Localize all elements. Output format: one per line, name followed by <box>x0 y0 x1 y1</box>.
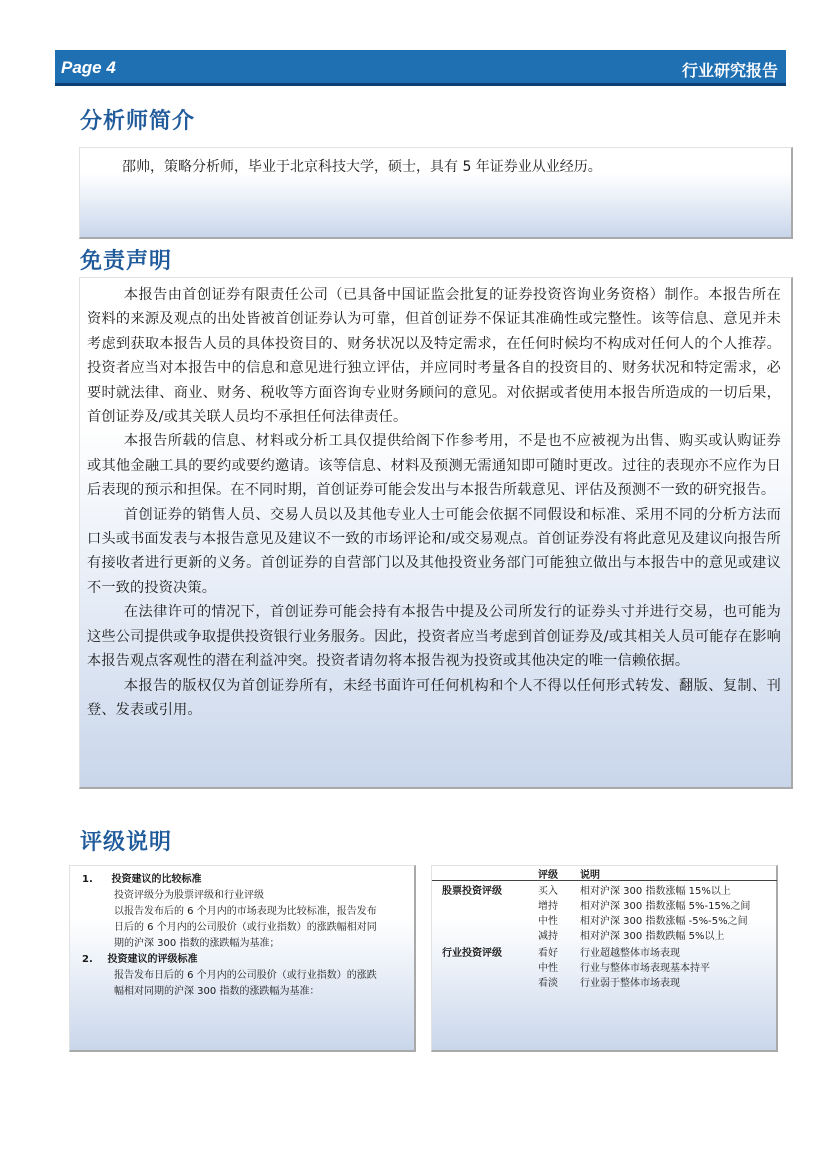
criteria-line: 报告发布日后的 6 个月内的公司股价（或行业指数）的涨跌 <box>114 970 377 981</box>
criteria-number: 2. <box>82 954 93 965</box>
rating-table-panel <box>431 865 778 1052</box>
table-cell-grade: 增持 <box>538 901 558 912</box>
criteria-title: 投资建议的评级标准 <box>107 954 198 965</box>
criteria-line: 幅相对同期的沪深 300 指数的涨跌幅为基准： <box>114 986 320 997</box>
criteria-title: 投资建议的比较标准 <box>111 874 202 885</box>
disclaimer-paragraph-2: 本报告所载的信息、材料或分析工具仅提供给阁下作参考用，不是也不应被视为出售、购买或认购证券或其他金融工具的要约或要约邀请。该等信息、材料及预测无需通知即可随时更改。过往的表现亦不应作为日后表现的预示和担保。在不同时期，首创证券可能会发出与本报告所载意见、评估及预测不一致的研究报告。 <box>87 433 781 499</box>
disclaimer-paragraph-1: 本报告由首创证券有限责任公司（已具备中国证监会批复的证券投资咨询业务资格）制作。本报告所在资料的来源及观点的出处皆被首创证券认为可靠，但首创证券不保证其准确性或完整性。该等信息、意见并未考虑到获取本报告人员的具体投资目的、财务状况以及特定需求，在任何时候均不构成对任何人的个人推荐。投资者应当对本报告中的信息和意见进行独立评估，并应同时考量各自的投资目的、财务状况和特定需求，必要时就法律、商业、财务、税收等方面咨询专业财务顾问的意见。对依据或者使用本报告所造成的一切后果，首创证券及/或其关联人员均不承担任何法律责任。 <box>87 287 781 426</box>
table-cell-grade: 中性 <box>538 916 558 927</box>
rating-section-title: 评级说明 <box>80 830 173 855</box>
disclaimer-body <box>87 283 781 722</box>
analyst-section-title: 分析师简介 <box>80 109 196 134</box>
table-header-desc: 说明 <box>580 870 600 881</box>
criteria-line: 日后的 6 个月内的公司股价（或行业指数）的涨跌幅相对同 <box>114 922 377 933</box>
table-header-rule <box>432 880 777 881</box>
table-cell-desc: 行业弱于整体市场表现 <box>580 978 680 989</box>
table-cell-grade: 看淡 <box>538 978 558 989</box>
table-cell-desc: 相对沪深 300 指数涨幅 15%以上 <box>580 886 731 897</box>
table-cell-grade: 中性 <box>538 963 558 974</box>
criteria-line: 投资评级分为股票评级和行业评级 <box>114 890 264 901</box>
page-number: Page 4 <box>61 58 116 77</box>
table-group-label: 行业投资评级 <box>442 948 502 959</box>
criteria-item-1 <box>82 872 402 952</box>
table-cell-desc: 相对沪深 300 指数涨幅 5%-15%之间 <box>580 901 751 912</box>
disclaimer-paragraph-4: 在法律许可的情况下，首创证券可能会持有本报告中提及公司所发行的证券头寸并进行交易，也可能为这些公司提供或争取提供投资银行业务服务。因此，投资者应当考虑到首创证券及/或其相关人员可能存在影响本报告观点客观性的潜在利益冲突。投资者请勿将本报告视为投资或其他决定的唯一信赖依据。 <box>87 604 781 670</box>
analyst-panel <box>79 147 793 239</box>
rating-criteria-list <box>82 872 402 1000</box>
table-cell-desc: 行业与整体市场表现基本持平 <box>580 963 710 974</box>
page-header <box>55 50 786 86</box>
disclaimer-paragraph-5: 本报告的版权仅为首创证券所有，未经书面许可任何机构和个人不得以任何形式转发、翻版、复制、刊登、发表或引用。 <box>87 677 781 718</box>
table-header-grade: 评级 <box>538 870 558 881</box>
table-group-label: 股票投资评级 <box>442 886 502 897</box>
table-cell-desc: 相对沪深 300 指数跌幅 5%以上 <box>580 931 725 942</box>
disclaimer-panel <box>79 277 793 789</box>
table-cell-desc: 行业超越整体市场表现 <box>580 948 680 959</box>
table-cell-grade: 买入 <box>538 886 558 897</box>
table-cell-grade: 减持 <box>538 931 558 942</box>
table-cell-desc: 相对沪深 300 指数涨幅 -5%-5%之间 <box>580 916 748 927</box>
report-type: 行业研究报告 <box>681 61 778 80</box>
rating-criteria-panel <box>69 865 416 1052</box>
criteria-item-2 <box>82 952 402 1000</box>
table-cell-grade: 看好 <box>538 948 558 959</box>
criteria-number: 1. <box>82 874 93 885</box>
criteria-line: 期的沪深 300 指数的涨跌幅为基准； <box>114 938 280 949</box>
criteria-line: 以报告发布后的 6 个月内的市场表现为比较标准，报告发布 <box>114 906 377 917</box>
disclaimer-paragraph-3: 首创证券的销售人员、交易人员以及其他专业人士可能会依据不同假设和标准、采用不同的分析方法而口头或书面发表与本报告意见及建议不一致的市场评论和/或交易观点。首创证券没有将此意见及建议向报告所有接收者进行更新的义务。首创证券的自营部门以及其他投资业务部门可能独立做出与本报告中的意见或建议不一致的投资决策。 <box>87 506 781 596</box>
analyst-bio: 邵帅，策略分析师，毕业于北京科技大学，硕士，具有 5 年证券业从业经历。 <box>122 159 602 175</box>
disclaimer-section-title: 免责声明 <box>80 249 173 274</box>
